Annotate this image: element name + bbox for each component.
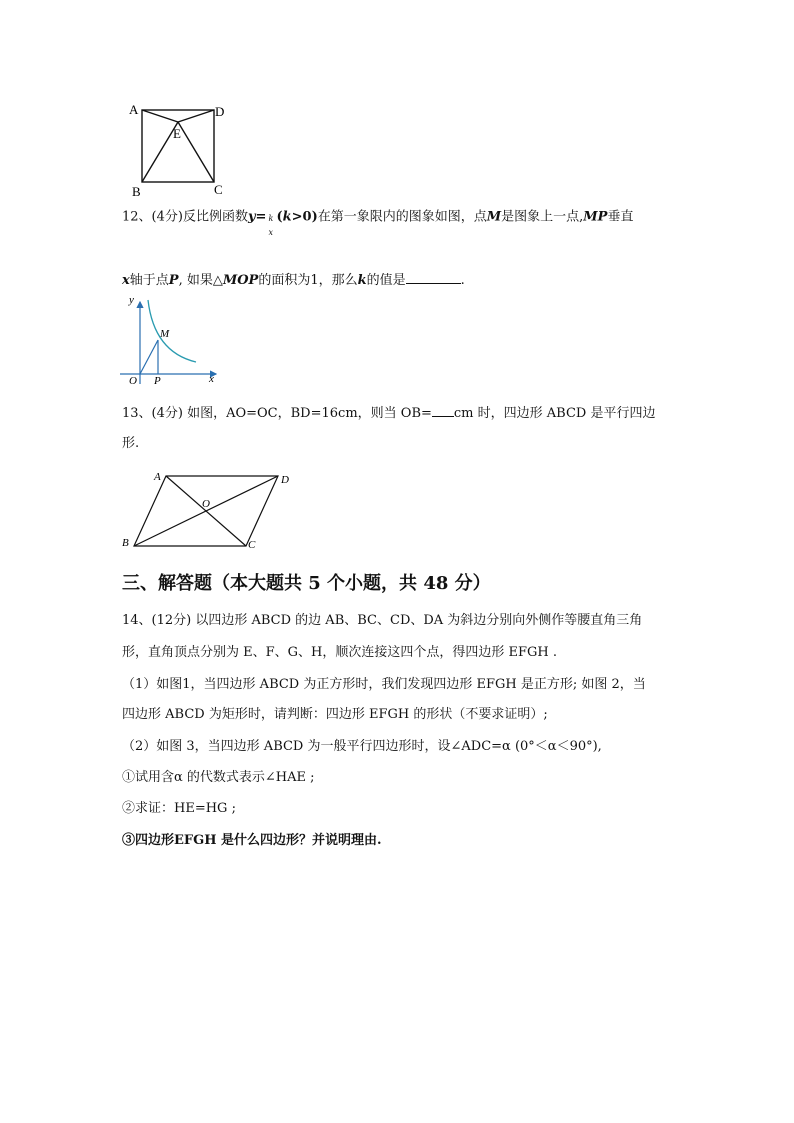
- fraction-k-over-x: k x: [268, 214, 274, 237]
- label-a: A: [154, 471, 161, 483]
- segment-om: [140, 340, 158, 374]
- label-x: x: [209, 373, 214, 385]
- label-a: A: [129, 102, 139, 117]
- label-b: B: [132, 184, 141, 199]
- segment-de: [178, 110, 214, 122]
- segment-ae: [142, 110, 178, 122]
- q13-line2: 形.: [122, 436, 140, 451]
- q14-line4: 四边形 ABCD 为矩形时，请判断：四边形 EFGH 的形状（不要求证明）;: [122, 707, 548, 722]
- label-o: O: [202, 498, 210, 510]
- q14-line6: ①试用含α 的代数式表示∠HAE ;: [122, 770, 315, 785]
- square-figure: [128, 100, 238, 200]
- label-c: C: [248, 539, 256, 551]
- label-b: B: [122, 537, 129, 549]
- answer-blank[interactable]: [406, 271, 461, 284]
- inverse-graph-figure: [118, 292, 223, 387]
- q14-line5: （2）如图 3，当四边形 ABCD 为一般平行四边形时，设∠ADC=α (0°＜α＜90°),: [122, 739, 602, 754]
- label-o: O: [129, 375, 137, 387]
- q12-line2: x轴于点P, 如果△MOP的面积为1，那么k的值是 .: [122, 273, 465, 288]
- hyperbola-curve: [148, 300, 196, 362]
- label-c: C: [214, 182, 223, 197]
- label-y: y: [129, 294, 134, 306]
- q14-line2: 形，直角顶点分别为 E、F、G、H，顺次连接这四个点，得四边形 EFGH .: [122, 645, 557, 660]
- square-abcd: [142, 110, 214, 182]
- diagonal-bd: [134, 476, 278, 546]
- segment-ce: [178, 122, 214, 182]
- q14-line8: ③四边形EFGH 是什么四边形？并说明理由.: [122, 833, 382, 848]
- label-d: D: [281, 474, 289, 486]
- q13-line1: 13、(4分) 如图，AO=OC，BD=16cm，则当 OB= cm 时，四边形 ABCD 是平行四边: [122, 406, 656, 421]
- parallelogram-figure: [118, 466, 298, 554]
- q12-line1: 12、(4分)反比例函数y= k x (k>0)在第一象限内的图象如图，点M是图象上一点,MP垂直: [122, 209, 634, 237]
- q14-line3: （1）如图1，当四边形 ABCD 为正方形时，我们发现四边形 EFGH 是正方形; 如图 2，当: [122, 677, 646, 692]
- answer-blank[interactable]: [432, 404, 454, 417]
- label-p: P: [154, 375, 161, 387]
- q12-number: 12、(4分): [122, 209, 183, 225]
- label-d: D: [215, 104, 225, 119]
- label-m: M: [160, 328, 170, 340]
- label-e: E: [173, 126, 181, 141]
- q14-line1: 14、(12分) 以四边形 ABCD 的边 AB、BC、CD、DA 为斜边分别向外侧作等腰直角三角: [122, 613, 643, 628]
- section-title: 三、解答题（本大题共 5 个小题，共 48 分）: [122, 573, 491, 594]
- q14-line7: ②求证：HE=HG ;: [122, 801, 236, 816]
